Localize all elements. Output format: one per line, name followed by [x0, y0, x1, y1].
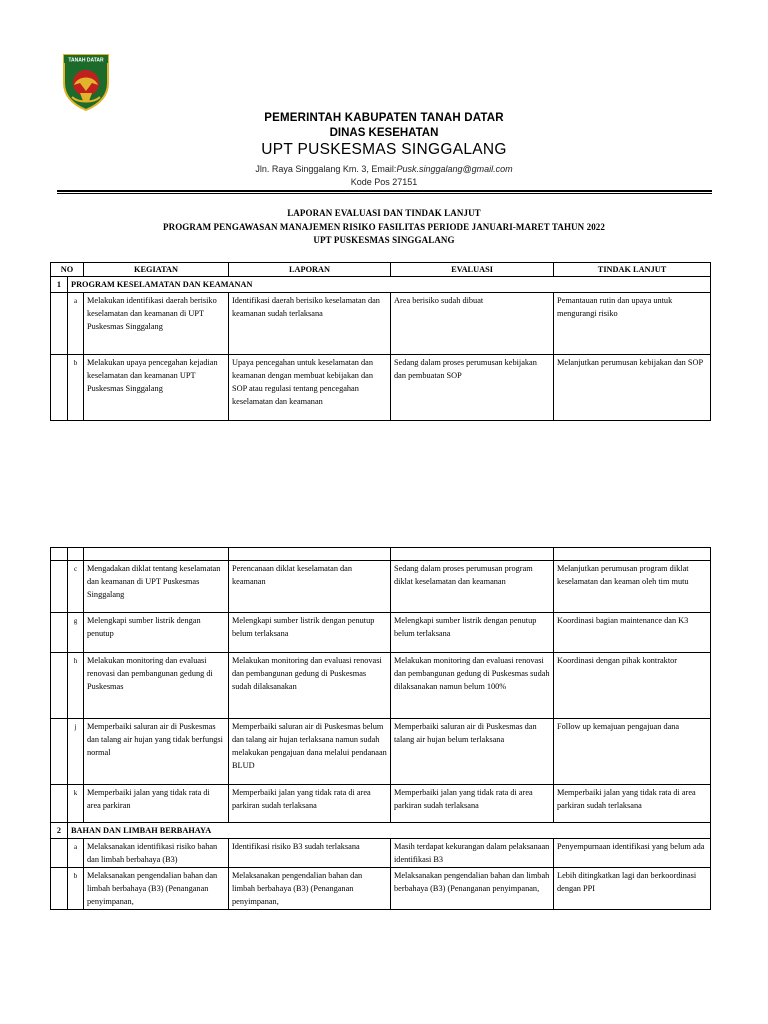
- col-tindak-lanjut: TINDAK LANJUT: [554, 263, 711, 277]
- evaluasi-cell: Memperbaiki jalan yang tidak rata di area parkiran sudah terlaksana: [391, 785, 554, 823]
- row-spacer: [51, 561, 68, 613]
- department-name: DINAS KESEHATAN: [329, 127, 439, 139]
- address-text: Jln. Raya Singgalang Km. 3, Email:: [255, 164, 397, 174]
- kegiatan-cell: Melakukan monitoring dan evaluasi renovasi dan pembangunan gedung di Puskesmas: [84, 653, 229, 719]
- empty-cell: [68, 548, 84, 561]
- row-spacer: [51, 293, 68, 355]
- row-spacer: [51, 868, 68, 910]
- kegiatan-cell: Melaksanakan pengendalian bahan dan limbah berbahaya (B3) (Penanganan penyimpanan,: [84, 868, 229, 910]
- letterhead-rule: [57, 190, 712, 192]
- tindak-lanjut-cell: Koordinasi bagian maintenance dan K3: [554, 613, 711, 653]
- tindak-lanjut-cell: Koordinasi dengan pihak kontraktor: [554, 653, 711, 719]
- row-letter: c: [68, 561, 84, 613]
- evaluation-table-part1: [50, 262, 711, 421]
- evaluasi-cell: Melakukan monitoring dan evaluasi renovasi dan pembangunan gedung di Puskesmas sudah dilaksanakan namun belum 100%: [391, 653, 554, 719]
- section-title: BAHAN DAN LIMBAH BERBAHAYA: [68, 823, 711, 839]
- empty-cell: [554, 548, 711, 561]
- kegiatan-cell: Memperbaiki jalan yang tidak rata di area parkiran: [84, 785, 229, 823]
- section-number: 1: [51, 277, 68, 293]
- table-row: [51, 355, 711, 421]
- tanah-datar-logo: [62, 53, 110, 111]
- kegiatan-cell: Melengkapi sumber listrik dengan penutup: [84, 613, 229, 653]
- empty-cell: [84, 548, 229, 561]
- section-number: 2: [51, 823, 68, 839]
- institution-name: UPT PUSKESMAS SINGGALANG: [261, 141, 507, 158]
- letterhead-rule-thin: [57, 193, 712, 194]
- empty-cell: [51, 548, 68, 561]
- empty-header-row: [51, 548, 711, 561]
- laporan-cell: Perencanaan diklat keselamatan dan keamanan: [229, 561, 391, 613]
- table-row: [51, 613, 711, 653]
- row-letter: k: [68, 785, 84, 823]
- evaluasi-cell: Sedang dalam proses perumusan program diklat keselamatan dan keamanan: [391, 561, 554, 613]
- section-title: PROGRAM KESELAMATAN DAN KEAMANAN: [68, 277, 711, 293]
- tindak-lanjut-cell: Penyempurnaan identifikasi yang belum ada: [554, 839, 711, 868]
- row-letter: b: [68, 355, 84, 421]
- tindak-lanjut-cell: Pemantauan rutin dan upaya untuk mengurangi risiko: [554, 293, 711, 355]
- laporan-cell: Melengkapi sumber listrik dengan penutup belum terlaksana: [229, 613, 391, 653]
- evaluasi-cell: Masih terdapat kekurangan dalam pelaksanaan identifikasi B3: [391, 839, 554, 868]
- logo-caption: TANAH DATAR: [68, 57, 104, 64]
- address-line: [0, 164, 768, 174]
- laporan-cell: Identifikasi daerah berisiko keselamatan dan keamanan sudah terlaksana: [229, 293, 391, 355]
- col-evaluasi: EVALUASI: [391, 263, 554, 277]
- evaluasi-cell: Memperbaiki saluran air di Puskesmas dan talang air hujan belum terlaksana: [391, 719, 554, 785]
- laporan-cell: Melaksanakan pengendalian bahan dan limbah berbahaya (B3) (Penanganan penyimpanan,: [229, 868, 391, 910]
- evaluasi-cell: Area berisiko sudah dibuat: [391, 293, 554, 355]
- tindak-lanjut-cell: Lebih ditingkatkan lagi dan berkoordinasi dengan PPI: [554, 868, 711, 910]
- tindak-lanjut-cell: Melanjutkan perumusan kebijakan dan SOP: [554, 355, 711, 421]
- row-letter: a: [68, 839, 84, 868]
- postal-code: Kode Pos 27151: [350, 177, 418, 187]
- table-row: [51, 293, 711, 355]
- tindak-lanjut-cell: Melanjutkan perumusan program diklat keselamatan dan keaman oleh tim mutu: [554, 561, 711, 613]
- table-row: [51, 653, 711, 719]
- laporan-cell: Identifikasi risiko B3 sudah terlaksana: [229, 839, 391, 868]
- evaluasi-cell: Melengkapi sumber listrik dengan penutup belum terlaksana: [391, 613, 554, 653]
- row-letter: h: [68, 653, 84, 719]
- report-unit: UPT PUSKESMAS SINGGALANG: [313, 235, 455, 245]
- laporan-cell: Upaya pencegahan untuk keselamatan dan keamanan dengan membuat kebijakan dan SOP atau regulasi tentang pencegahan keselamatan dan keamanan: [229, 355, 391, 421]
- table-row: [51, 561, 711, 613]
- empty-cell: [391, 548, 554, 561]
- tindak-lanjut-cell: Follow up kemajuan pengajuan dana: [554, 719, 711, 785]
- table-row: [51, 839, 711, 868]
- empty-cell: [229, 548, 391, 561]
- evaluasi-cell: Sedang dalam proses perumusan kebijakan dan pembuatan SOP: [391, 355, 554, 421]
- laporan-cell: Memperbaiki jalan yang tidak rata di area parkiran sudah terlaksana: [229, 785, 391, 823]
- row-letter: b: [68, 868, 84, 910]
- kegiatan-cell: Mengadakan diklat tentang keselamatan dan keamanan di UPT Puskesmas Singgalang: [84, 561, 229, 613]
- table-header-row: [51, 263, 711, 277]
- table-row: [51, 785, 711, 823]
- evaluation-table-part2: [50, 547, 711, 910]
- row-spacer: [51, 719, 68, 785]
- kegiatan-cell: Melakukan identifikasi daerah berisiko keselamatan dan keamanan di UPT Puskesmas Singgalang: [84, 293, 229, 355]
- tindak-lanjut-cell: Memperbaiki jalan yang tidak rata di area parkiran sudah terlaksana: [554, 785, 711, 823]
- row-spacer: [51, 613, 68, 653]
- kegiatan-cell: Memperbaiki saluran air di Puskesmas dan talang air hujan yang tidak berfungsi normal: [84, 719, 229, 785]
- laporan-cell: Memperbaiki saluran air di Puskesmas belum dan talang air hujan terlaksana namun sudah melakukan pengajuan dana melalui pendanaan BLUD: [229, 719, 391, 785]
- row-spacer: [51, 839, 68, 868]
- row-letter: j: [68, 719, 84, 785]
- col-no: NO: [51, 263, 84, 277]
- row-spacer: [51, 785, 68, 823]
- col-kegiatan: KEGIATAN: [84, 263, 229, 277]
- report-title: LAPORAN EVALUASI DAN TINDAK LANJUT: [287, 208, 481, 218]
- section-row: [51, 823, 711, 839]
- row-spacer: [51, 653, 68, 719]
- report-subtitle: PROGRAM PENGAWASAN MANAJEMEN RISIKO FASILITAS PERIODE JANUARI-MARET TAHUN 2022: [163, 222, 605, 232]
- kegiatan-cell: Melaksanakan identifikasi risiko bahan dan limbah berbahaya (B3): [84, 839, 229, 868]
- section-row: [51, 277, 711, 293]
- email-text: Pusk.singgalang@gmail.com: [396, 164, 513, 174]
- laporan-cell: Melakukan monitoring dan evaluasi renovasi dan pembangunan gedung di Puskesmas sudah dilaksanakan: [229, 653, 391, 719]
- table-row: [51, 868, 711, 910]
- kegiatan-cell: Melakukan upaya pencegahan kejadian keselamatan dan keamanan UPT Puskesmas Singgalang: [84, 355, 229, 421]
- evaluasi-cell: Melaksanakan pengendalian bahan dan limbah berbahaya (B3) (Penanganan penyimpanan,: [391, 868, 554, 910]
- col-laporan: LAPORAN: [229, 263, 391, 277]
- row-spacer: [51, 355, 68, 421]
- row-letter: a: [68, 293, 84, 355]
- row-letter: g: [68, 613, 84, 653]
- table-row: [51, 719, 711, 785]
- government-name: PEMERINTAH KABUPATEN TANAH DATAR: [264, 112, 504, 124]
